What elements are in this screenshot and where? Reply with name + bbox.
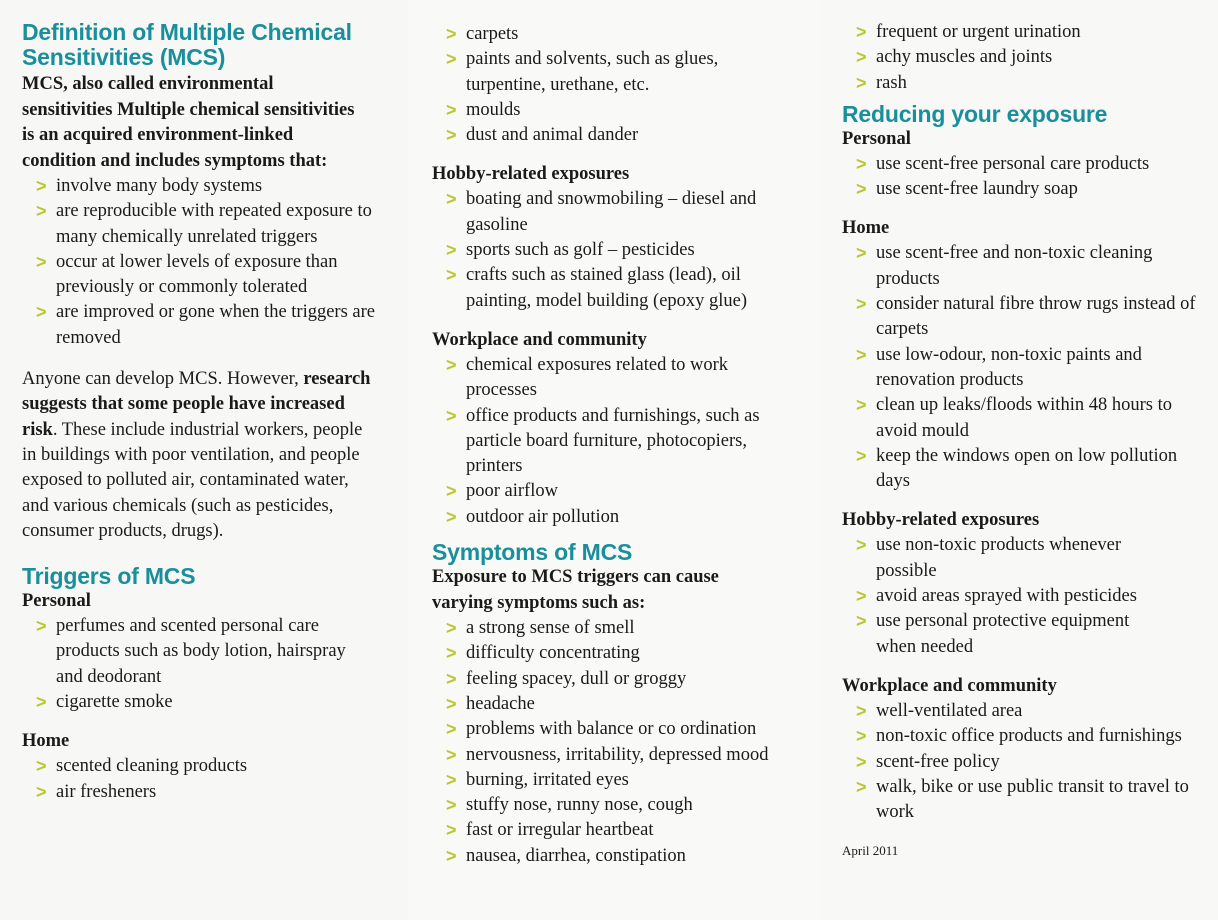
chevron-right-icon: > xyxy=(446,845,457,866)
triggers-personal-list xyxy=(22,614,376,715)
list-item xyxy=(856,775,1216,826)
list-item xyxy=(446,238,806,263)
reducing-workplace-heading: Workplace and community xyxy=(842,675,1057,696)
chevron-right-icon: > xyxy=(446,189,457,210)
panel-left xyxy=(0,0,408,920)
chevron-right-icon: > xyxy=(36,616,47,637)
chevron-right-icon: > xyxy=(856,47,867,68)
list-item-text: use scent-free personal care products xyxy=(876,153,1150,174)
list-item xyxy=(856,584,1166,609)
risk-rest: . These include industrial workers, people in buildings with poor ventilation, and people exposed to polluted air, contaminated water, and various chemicals (such as pesticides, consumer products, drugs). xyxy=(22,419,363,541)
list-item xyxy=(446,505,796,530)
list-item xyxy=(856,20,1218,45)
chevron-right-icon: > xyxy=(856,344,867,365)
list-item xyxy=(446,667,826,692)
list-item xyxy=(856,609,1166,660)
list-item xyxy=(446,98,756,123)
list-item-text: non-toxic office products and furnishings xyxy=(876,726,1182,747)
chevron-right-icon: > xyxy=(856,611,867,632)
chevron-right-icon: > xyxy=(856,179,867,200)
list-item-text: rash xyxy=(876,72,907,93)
list-item xyxy=(446,22,756,47)
list-item-text: difficulty concentrating xyxy=(466,643,640,664)
list-item xyxy=(856,533,1166,584)
risk-paragraph xyxy=(22,367,372,544)
list-item xyxy=(36,199,406,250)
list-item xyxy=(446,123,756,148)
list-item xyxy=(856,45,1218,70)
list-item-text: use scent-free and non-toxic cleaning products xyxy=(876,243,1153,289)
list-item-text: office products and furnishings, such as particle board furniture, photocopiers, printers xyxy=(466,405,760,477)
list-item xyxy=(856,444,1201,495)
reducing-personal-list xyxy=(842,152,1218,203)
list-item xyxy=(856,393,1201,444)
chevron-right-icon: > xyxy=(446,240,457,261)
list-item-text: poor airflow xyxy=(466,481,558,502)
list-item xyxy=(856,343,1201,394)
chevron-right-icon: > xyxy=(36,781,47,802)
chevron-right-icon: > xyxy=(856,535,867,556)
symptoms-list-continued xyxy=(842,20,1218,96)
chevron-right-icon: > xyxy=(446,99,457,120)
chevron-right-icon: > xyxy=(446,719,457,740)
chevron-right-icon: > xyxy=(446,769,457,790)
list-item-text: clean up leaks/floods within 48 hours to avoid mould xyxy=(876,395,1172,441)
chevron-right-icon: > xyxy=(856,72,867,93)
list-item-text: achy muscles and joints xyxy=(876,47,1053,68)
list-item-text: carpets xyxy=(466,24,519,44)
list-item-text: nervousness, irritability, depressed mood xyxy=(466,744,769,765)
list-item-text: avoid areas sprayed with pesticides xyxy=(876,586,1137,607)
panel-middle xyxy=(408,0,820,920)
triggers-workplace-list xyxy=(432,353,796,530)
list-item-text: feeling spacey, dull or groggy xyxy=(466,668,687,689)
panel-right xyxy=(820,0,1218,920)
list-item-text: are reproducible with repeated exposure to many chemically unrelated triggers xyxy=(56,201,372,247)
triggers-workplace-heading: Workplace and community xyxy=(432,329,647,350)
list-item xyxy=(36,614,376,690)
list-item xyxy=(446,616,826,641)
list-item-text: keep the windows open on low pollution days xyxy=(876,445,1178,492)
list-item xyxy=(446,47,756,98)
list-item-text: scented cleaning products xyxy=(56,756,248,777)
list-item-text: scent-free policy xyxy=(876,751,1000,772)
list-item xyxy=(446,844,826,869)
chevron-right-icon: > xyxy=(856,153,867,174)
list-item xyxy=(446,479,796,504)
chevron-right-icon: > xyxy=(856,776,867,797)
list-item-text: boating and snowmobiling – diesel and gasoline xyxy=(466,189,757,235)
symptoms-list xyxy=(432,616,826,869)
chevron-right-icon: > xyxy=(36,302,47,323)
list-item-text: a strong sense of smell xyxy=(466,618,635,639)
list-item xyxy=(36,250,406,301)
chevron-right-icon: > xyxy=(36,692,47,713)
definition-heading: Definition of Multiple Chemical Sensitivities (MCS) xyxy=(22,19,352,70)
list-item xyxy=(446,263,806,314)
definition-list xyxy=(22,174,406,351)
list-item xyxy=(36,690,376,715)
list-item xyxy=(856,177,1218,202)
list-item-text: use scent-free laundry soap xyxy=(876,179,1078,200)
list-item-text: moulds xyxy=(466,99,521,120)
triggers-home-list xyxy=(22,754,408,805)
list-item xyxy=(36,300,406,351)
list-item-text: paints and solvents, such as glues, turpentine, urethane, etc. xyxy=(466,49,719,95)
list-item xyxy=(446,187,806,238)
list-item xyxy=(856,699,1216,724)
chevron-right-icon: > xyxy=(446,49,457,70)
list-item xyxy=(446,793,826,818)
list-item xyxy=(446,818,826,843)
triggers-home-list-continued xyxy=(432,22,756,148)
chevron-right-icon: > xyxy=(856,22,867,42)
list-item-text: walk, bike or use public transit to travel to work xyxy=(876,776,1189,823)
reducing-home-heading: Home xyxy=(842,218,890,239)
chevron-right-icon: > xyxy=(36,756,47,777)
risk-intro: Anyone can develop MCS. However, xyxy=(22,369,304,390)
list-item-text: crafts such as stained glass (lead), oil painting, model building (epoxy glue) xyxy=(466,265,748,311)
chevron-right-icon: > xyxy=(856,700,867,721)
list-item xyxy=(446,404,796,480)
list-item-text: use low-odour, non-toxic paints and renovation products xyxy=(876,344,1142,390)
chevron-right-icon: > xyxy=(446,795,457,816)
chevron-right-icon: > xyxy=(446,125,457,146)
list-item-text: well-ventilated area xyxy=(876,700,1023,721)
list-item-text: consider natural fibre throw rugs instead of carpets xyxy=(876,294,1196,340)
reducing-heading: Reducing your exposure xyxy=(842,100,1108,127)
chevron-right-icon: > xyxy=(446,506,457,527)
list-item-text: sports such as golf – pesticides xyxy=(466,240,695,261)
list-item-text: dust and animal dander xyxy=(466,125,639,146)
list-item-text: problems with balance or co ordination xyxy=(466,719,757,740)
chevron-right-icon: > xyxy=(446,643,457,664)
list-item xyxy=(856,152,1218,177)
list-item-text: nausea, diarrhea, constipation xyxy=(466,845,686,866)
triggers-hobby-list xyxy=(432,187,806,313)
chevron-right-icon: > xyxy=(446,820,457,841)
list-item-text: air fresheners xyxy=(56,781,157,802)
list-item-text: fast or irregular heartbeat xyxy=(466,820,654,841)
chevron-right-icon: > xyxy=(446,24,457,44)
chevron-right-icon: > xyxy=(856,243,867,264)
definition-lead: MCS, also called environmental sensitivities Multiple chemical sensitivities is an acquired environment-linked condition and includes symptoms that: xyxy=(22,74,355,171)
chevron-right-icon: > xyxy=(856,586,867,607)
chevron-right-icon: > xyxy=(856,726,867,747)
chevron-right-icon: > xyxy=(446,668,457,689)
chevron-right-icon: > xyxy=(446,481,457,502)
chevron-right-icon: > xyxy=(446,618,457,639)
list-item xyxy=(856,750,1216,775)
triggers-home-heading: Home xyxy=(22,731,70,752)
publication-date: April 2011 xyxy=(842,843,899,859)
chevron-right-icon: > xyxy=(446,693,457,714)
list-item xyxy=(446,353,796,404)
list-item xyxy=(446,743,826,768)
list-item xyxy=(856,71,1218,96)
list-item-text: cigarette smoke xyxy=(56,692,173,713)
list-item-text: burning, irritated eyes xyxy=(466,769,629,790)
chevron-right-icon: > xyxy=(446,354,457,375)
list-item-text: are improved or gone when the triggers are removed xyxy=(56,302,375,348)
list-item xyxy=(856,292,1201,343)
list-item-text: outdoor air pollution xyxy=(466,506,620,527)
chevron-right-icon: > xyxy=(856,294,867,315)
list-item-text: occur at lower levels of exposure than previously or commonly tolerated xyxy=(56,251,338,298)
triggers-heading: Triggers of MCS xyxy=(22,563,196,590)
reducing-hobby-list xyxy=(842,533,1166,659)
reducing-personal-heading: Personal xyxy=(842,128,911,149)
triggers-personal-heading: Personal xyxy=(22,591,91,612)
chevron-right-icon: > xyxy=(856,395,867,416)
list-item-text: frequent or urgent urination xyxy=(876,22,1081,42)
chevron-right-icon: > xyxy=(856,751,867,772)
list-item-text: involve many body systems xyxy=(56,176,263,196)
chevron-right-icon: > xyxy=(856,445,867,466)
list-item xyxy=(856,241,1201,292)
reducing-home-list xyxy=(842,241,1201,494)
list-item xyxy=(446,641,826,666)
list-item xyxy=(36,754,408,779)
list-item-text: use personal protective equipment when needed xyxy=(876,611,1130,657)
list-item xyxy=(446,768,826,793)
list-item xyxy=(36,780,408,805)
list-item xyxy=(856,724,1216,749)
list-item-text: chemical exposures related to work processes xyxy=(466,354,728,401)
chevron-right-icon: > xyxy=(446,744,457,765)
chevron-right-icon: > xyxy=(446,265,457,286)
chevron-right-icon: > xyxy=(446,405,457,426)
list-item xyxy=(446,692,826,717)
list-item-text: stuffy nose, runny nose, cough xyxy=(466,795,693,816)
list-item xyxy=(36,174,406,199)
reducing-workplace-list xyxy=(842,699,1216,825)
list-item-text: headache xyxy=(466,693,535,714)
chevron-right-icon: > xyxy=(36,176,47,196)
symptoms-heading: Symptoms of MCS xyxy=(432,539,633,566)
list-item-text: perfumes and scented personal care products such as body lotion, hairspray and deodorant xyxy=(56,616,346,687)
chevron-right-icon: > xyxy=(36,251,47,272)
list-item xyxy=(446,717,826,742)
risk-bold: research suggests that some people have increased risk xyxy=(22,369,371,440)
reducing-hobby-heading: Hobby-related exposures xyxy=(842,510,1040,531)
chevron-right-icon: > xyxy=(36,201,47,222)
list-item-text: use non-toxic products whenever possible xyxy=(876,535,1122,581)
triggers-hobby-heading: Hobby-related exposures xyxy=(432,164,630,185)
symptoms-lead: Exposure to MCS triggers can cause varying symptoms such as: xyxy=(432,567,719,613)
